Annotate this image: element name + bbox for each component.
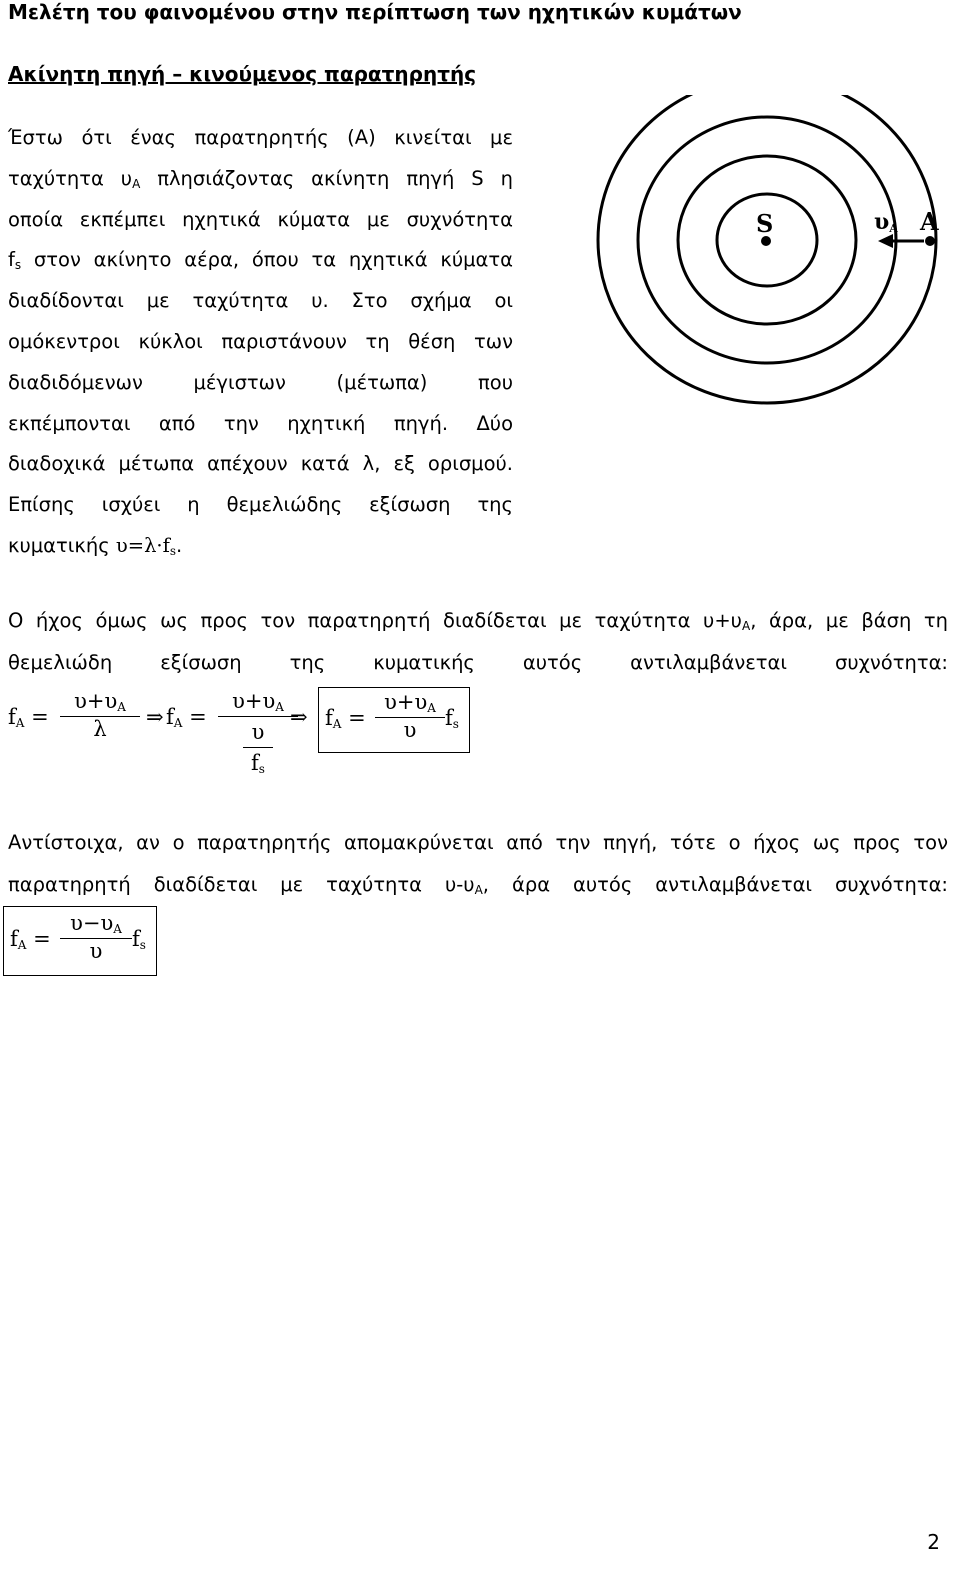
paragraph-text: Αντίστοιχα, αν ο παρατηρητής απομακρύνεται από την πηγή, τότε ο ήχος ως προς τον xyxy=(8,831,948,854)
intro-line xyxy=(8,118,513,159)
eq-lhs: $f_A$ = xyxy=(8,705,49,730)
paragraph-text: θεμελιώδη εξίσωση της κυματικής αυτός αντιλαμβάνεται συχνότητα: xyxy=(8,651,948,674)
subscript: s xyxy=(14,258,22,273)
subscript: Α xyxy=(474,883,483,897)
intro-text: διαδοχικά μέτωπα απέχουν κατά λ, εξ ορισμού. xyxy=(8,452,513,476)
velocity-arrowhead xyxy=(878,234,893,248)
eq-lhs: $f_A$ = xyxy=(10,927,51,952)
eq-lhs: $f_A$ = xyxy=(166,705,207,730)
subscript: Α xyxy=(741,619,751,633)
wave-equation: υ=λ·f xyxy=(115,533,170,557)
equation-approach xyxy=(0,685,960,795)
intro-line xyxy=(8,240,513,281)
intro-line xyxy=(8,444,513,485)
eq-numerator: $\upsilon-\upsilon_A$ xyxy=(70,911,122,936)
intro-line xyxy=(8,200,513,241)
intro-text: Επίσης ισχύει η θεμελιώδης εξίσωση της xyxy=(8,493,513,517)
paragraph-approach xyxy=(8,600,948,684)
wavefront-figure xyxy=(590,95,950,425)
intro-text: εκπέμπονται από την ηχητική πηγή. Δύο xyxy=(8,411,513,435)
observer-label: A xyxy=(920,207,939,236)
intro-paragraph xyxy=(8,118,513,567)
intro-text: Έστω ότι ένας παρατηρητής (Α) κινείται με xyxy=(8,126,513,149)
intro-text: . xyxy=(176,533,183,557)
wavefront-circle xyxy=(598,95,936,403)
eq-fraction xyxy=(375,690,445,742)
eq-fraction xyxy=(60,911,132,963)
intro-text: ομόκεντροι κύκλοι παριστάνουν τη θέση των xyxy=(8,329,513,353)
paragraph-line xyxy=(8,600,948,642)
implies-symbol: ⇒ xyxy=(146,705,164,729)
section-title: Μελέτη του φαινομένου στην περίπτωση των ηχητικών κυμάτων xyxy=(8,0,742,24)
intro-line xyxy=(8,363,513,404)
source-label: S xyxy=(756,209,774,238)
eq-fraction xyxy=(218,689,298,784)
page-number: 2 xyxy=(927,1530,940,1554)
intro-line xyxy=(8,485,513,526)
eq-fs: $f_s$ xyxy=(445,706,459,731)
intro-text: διαδίδονται με ταχύτητα υ. Στο σχήμα οι xyxy=(8,289,513,313)
subscript: Α xyxy=(132,176,141,191)
paragraph-line xyxy=(8,864,948,906)
paragraph-text: Ο ήχος όμως ως προς τον παρατηρητή διαδίδεται με ταχύτητα υ+υ xyxy=(8,609,742,632)
velocity-label: υA xyxy=(874,209,898,235)
eq-numerator: $\upsilon+\upsilon_A$ xyxy=(232,689,284,714)
intro-text: ταχύτητα υ xyxy=(8,166,133,190)
eq-denominator xyxy=(218,716,298,784)
intro-text: διαδιδόμενων μέγιστων (μέτωπα) που xyxy=(8,370,513,394)
paragraph-text: , άρα αυτός αντιλαμβάνεται συχνότητα: xyxy=(482,873,948,896)
paragraph-text: , άρα, με βάση τη xyxy=(750,609,948,632)
intro-line xyxy=(8,322,513,363)
eq-fraction xyxy=(60,689,140,741)
intro-line xyxy=(8,281,513,322)
intro-text: στον ακίνητο αέρα, όπου τα ηχητικά κύματα xyxy=(21,248,513,272)
intro-text: οποία εκπέμπει ηχητικά κύματα με συχνότητα xyxy=(8,207,513,231)
paragraph-recede xyxy=(8,822,948,906)
eq-fs: $f_s$ xyxy=(132,927,146,952)
intro-line xyxy=(8,159,513,200)
eq-numerator: $\upsilon+\upsilon_A$ xyxy=(74,689,126,714)
observer-point xyxy=(925,236,935,246)
eq-lhs: $f_A$ = xyxy=(325,706,366,731)
eq-denominator: υ xyxy=(60,938,132,963)
eq-denominator: λ xyxy=(60,716,140,741)
equation-recede xyxy=(3,906,157,976)
eq-inner-numerator: υ xyxy=(251,720,265,744)
intro-text: f xyxy=(8,248,15,272)
intro-text: πλησιάζοντας ακίνητη πηγή S η xyxy=(140,166,513,190)
paragraph-text: παρατηρητή διαδίδεται με ταχύτητα υ-υ xyxy=(8,873,475,896)
result-box xyxy=(318,687,470,753)
intro-line xyxy=(8,404,513,445)
subsection-title: Ακίνητη πηγή – κινούμενος παρατηρητής xyxy=(8,62,477,86)
paragraph-line xyxy=(8,642,948,684)
paragraph-line xyxy=(8,822,948,864)
subscript: s xyxy=(169,543,177,558)
intro-line xyxy=(8,526,513,567)
intro-text: κυματικής xyxy=(8,533,116,557)
eq-inner-denominator: $f_s$ xyxy=(243,747,273,784)
implies-symbol: ⇒ xyxy=(290,705,308,729)
eq-numerator: $\upsilon+\upsilon_A$ xyxy=(384,690,436,715)
eq-denominator: υ xyxy=(375,717,445,742)
